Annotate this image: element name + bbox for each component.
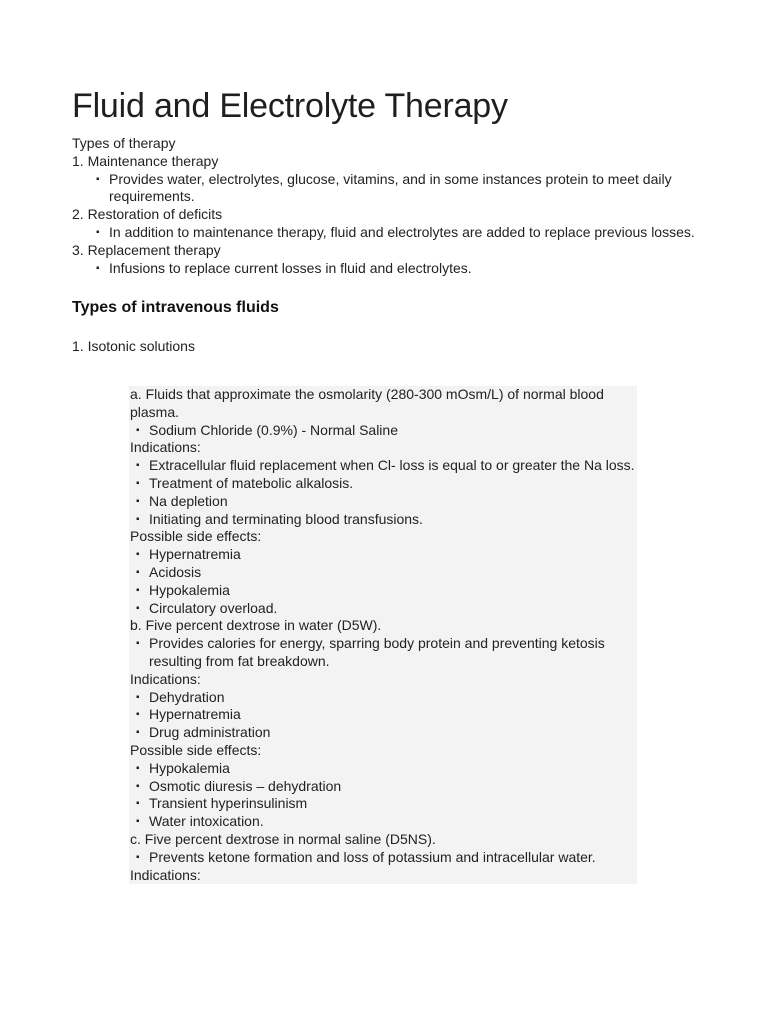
side-effects-label: Possible side effects:	[130, 741, 262, 758]
therapy-item	[72, 242, 702, 278]
section-a-side-effects	[129, 546, 637, 617]
list-item: ▪ Drug administration	[149, 724, 637, 742]
list-item: ▪ Hypernatremia	[149, 546, 637, 564]
list-item: ▪ Dehydration	[149, 689, 637, 707]
section-c-title: c. Five percent dextrose in normal saline (D5NS).	[130, 830, 436, 847]
list-item: ▪ Initiating and terminating blood transfusions.	[149, 511, 637, 529]
document-title: Fluid and Electrolyte Therapy	[72, 87, 508, 125]
therapy-label: 2. Restoration of deficits	[72, 206, 223, 223]
list-item: ▪ Treatment of matebolic alkalosis.	[149, 475, 637, 493]
list-item: ▪ Na depletion	[149, 493, 637, 511]
therapy-item	[72, 153, 702, 206]
therapy-bullet: ▪ In addition to maintenance therapy, fluid and electrolytes are added to replace previous losses.	[109, 224, 702, 242]
therapy-label: 1. Maintenance therapy	[72, 152, 219, 169]
therapy-bullet: ▪ Infusions to replace current losses in fluid and electrolytes.	[109, 260, 702, 278]
list-item: ▪ Hypokalemia	[149, 582, 637, 600]
section-b-title: b. Five percent dextrose in water (D5W).	[130, 617, 382, 634]
iv-fluids-heading: Types of intravenous fluids	[72, 299, 279, 317]
therapy-item	[72, 206, 702, 242]
section-a-bullets	[129, 422, 637, 440]
therapy-label: 3. Replacement therapy	[72, 241, 221, 258]
list-item: ▪ Circulatory overload.	[149, 600, 637, 618]
types-of-therapy-heading: Types of therapy	[72, 135, 176, 151]
list-item: ▪ Water intoxication.	[149, 813, 637, 831]
section-b-bullets	[129, 635, 637, 671]
indications-label: Indications:	[130, 670, 201, 687]
section-a-title: a. Fluids that approximate the osmolarity (280-300 mOsm/L) of normal blood plasma.	[130, 386, 604, 420]
list-item: ▪ Hypokalemia	[149, 760, 637, 778]
list-item: ▪ Acidosis	[149, 564, 637, 582]
indications-label: Indications:	[130, 439, 201, 456]
therapy-bullets	[72, 171, 702, 207]
therapy-list	[72, 153, 702, 278]
isotonic-solutions-label: 1. Isotonic solutions	[72, 338, 195, 355]
therapy-bullets	[72, 260, 702, 278]
section-b-side-effects	[129, 760, 637, 831]
therapy-bullets	[72, 224, 702, 242]
section-c-bullets	[129, 849, 637, 867]
list-item: ▪ Transient hyperinsulinism	[149, 795, 637, 813]
indications-label: Indications:	[130, 866, 201, 883]
list-item: ▪ Sodium Chloride (0.9%) - Normal Saline	[149, 422, 637, 440]
section-b-indications	[129, 689, 637, 742]
list-item: ▪ Extracellular fluid replacement when Cl- loss is equal to or greater the Na loss.	[149, 457, 637, 475]
list-item: ▪ Prevents ketone formation and loss of potassium and intracellular water.	[149, 849, 637, 867]
document-page	[72, 86, 702, 356]
side-effects-label: Possible side effects:	[130, 528, 262, 545]
isotonic-details-box	[129, 386, 637, 884]
list-item: ▪ Osmotic diuresis – dehydration	[149, 778, 637, 796]
list-item: ▪ Provides calories for energy, sparring body protein and preventing ketosis resulting from fat breakdown.	[149, 635, 637, 671]
section-a-indications	[129, 457, 637, 528]
therapy-bullet: ▪ Provides water, electrolytes, glucose, vitamins, and in some instances protein to meet daily requirements.	[109, 171, 702, 207]
list-item: ▪ Hypernatremia	[149, 706, 637, 724]
